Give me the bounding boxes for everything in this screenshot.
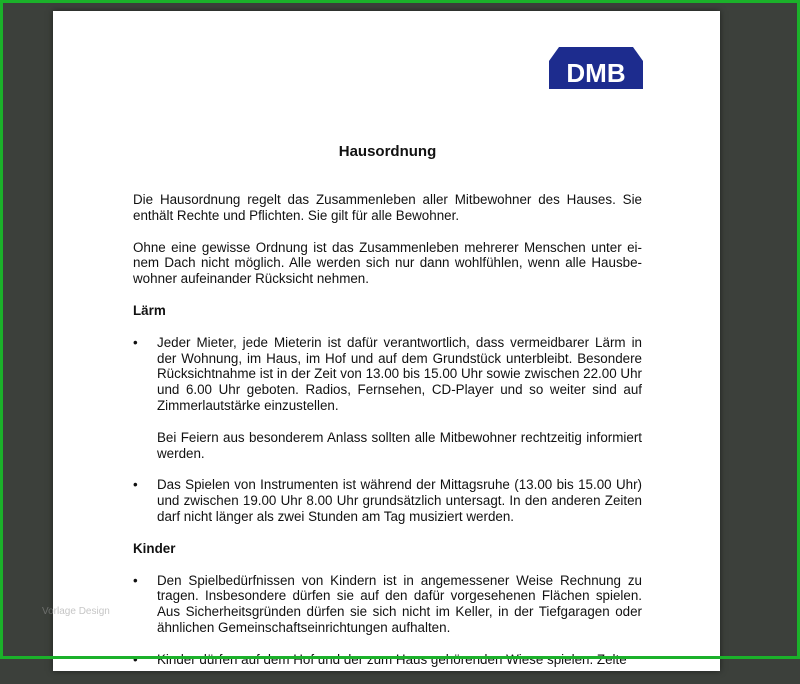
list-item-paragraph: Den Spielbedürfnissen von Kindern ist in angemessener Weise Rechnung zu tragen. Insbesondere dürfen sie auf den dafür vorgesehenen Flächen spielen. Aus Sicherheitsgründen dürfen sie sich nicht im Keller, in der Tiefgaragen oder ähnlichen Gemeinschaftseinrichtungen aufhalten. (157, 572, 642, 635)
list-item (133, 652, 642, 668)
document-page (53, 11, 720, 671)
list-item (133, 477, 642, 524)
intro-paragraph-2: Ohne eine gewisse Ordnung ist das Zusammenleben mehrerer Menschen unter ei-nem Dach nicht möglich. Alle werden sich nur dann wohlfühlen, wenn alle Hausbe-wohner aufeinander Rücksicht nehmen. (133, 239, 642, 287)
bullet: • (133, 334, 138, 350)
section-heading-laerm: Lärm (133, 302, 166, 318)
bullet: • (133, 477, 138, 493)
kinder-list (133, 573, 642, 668)
section-heading-kinder: Kinder (133, 540, 176, 556)
dmb-logo (549, 47, 643, 89)
list-item-paragraph: Kinder dürfen auf dem Hof und der zum Haus gehörenden Wiese spielen. Zelte (157, 651, 627, 667)
document-content (133, 143, 642, 684)
document-title: Hausordnung (338, 143, 437, 160)
laerm-list (133, 335, 642, 525)
list-item-paragraph: Jeder Mieter, jede Mieterin ist dafür verantwortlich, dass vermeidbarer Lärm in der Wohnung, im Haus, im Hof und auf dem Grundstück unterbleibt. Besondere Rücksichtnahme ist in der Zeit von 13.00 bis 15.00 Uhr sowie zwischen 22.00 Uhr und 6.00 Uhr geboten. Radios, Fernsehen, CD-Player und so weiter sind auf Zimmerlautstärke einzustellen. (157, 334, 642, 413)
list-item (133, 573, 642, 636)
list-item-paragraph: Das Spielen von Instrumenten ist während der Mittagsruhe (13.00 bis 15.00 Uhr) und zwischen 19.00 Uhr 8.00 Uhr grundsätzlich untersagt. In den anderen Zeiten darf nicht länger als zwei Stunden am Tag musiziert werden. (157, 477, 642, 524)
list-item (133, 335, 642, 462)
logo-text: DMB (566, 58, 626, 88)
bullet: • (133, 651, 138, 667)
bullet: • (133, 572, 138, 588)
list-item-paragraph: Bei Feiern aus besonderem Anlass sollten alle Mitbewohner rechtzeitig informiert werden. (157, 429, 642, 461)
intro-paragraph-1: Die Hausordnung regelt das Zusammenleben aller Mitbewohner des Hauses. Sie enthält Rechte und Pflichten. Sie gilt für alle Bewohner. (133, 192, 642, 223)
watermark: Vorlage Design (42, 606, 110, 617)
